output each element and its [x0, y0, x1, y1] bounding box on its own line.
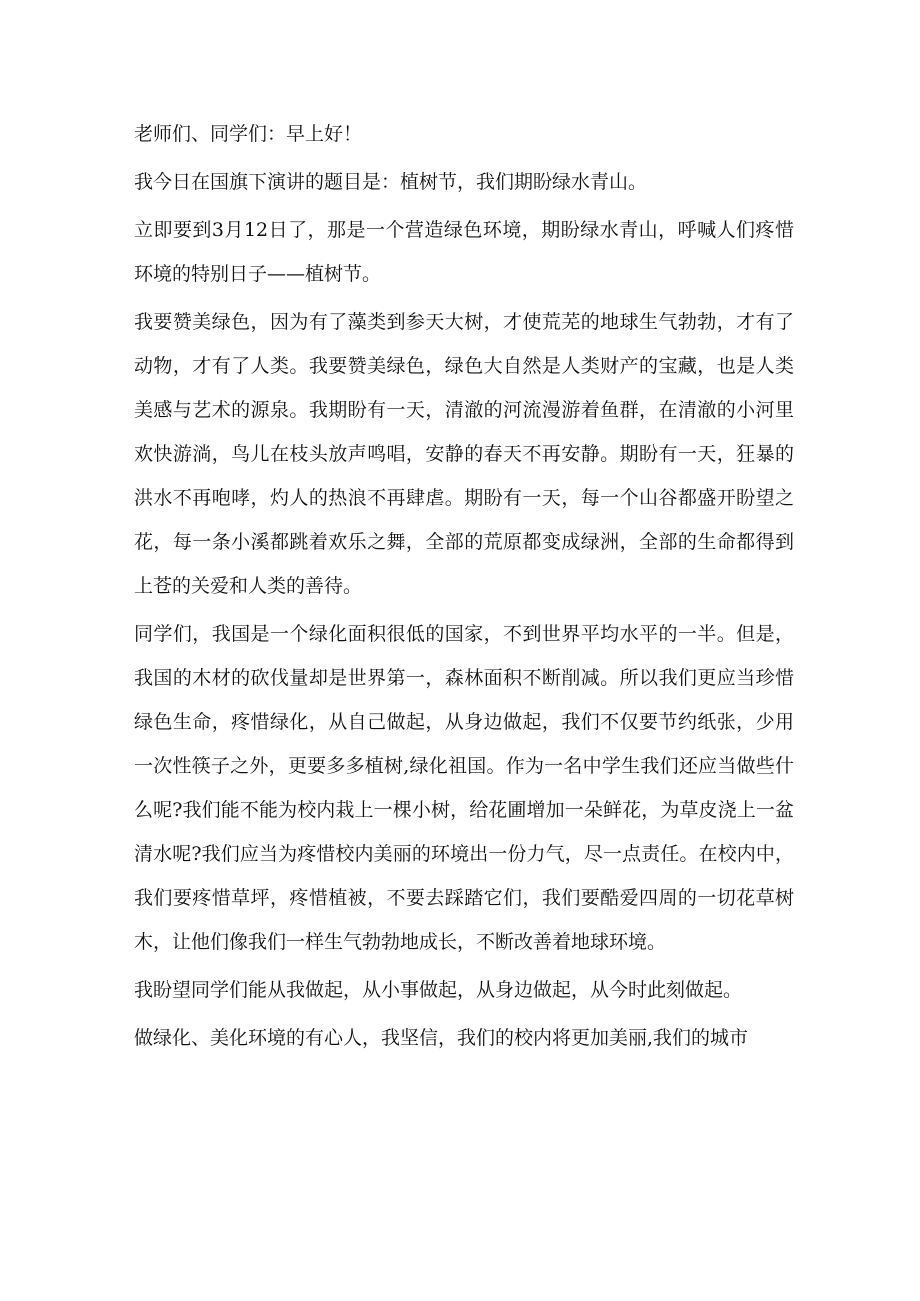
hope-paragraph: 我盼望同学们能从我做起，从小事做起，从身边做起，从今时此刻做起。 [134, 979, 743, 1001]
arbor-day-paragraph: 立即要到3月12日了，那是一个营造绿色环境，期盼绿水青山，呼喊人们疼惜环境的特别日子——植树节。 [134, 219, 794, 285]
speech-body [134, 112, 794, 1060]
greeting-paragraph: 老师们、同学们：早上好！ [134, 123, 363, 145]
classmates-paragraph: 同学们，我国是一个绿化面积很低的国家，不到世界平均水平的一半。但是，我国的木材的砍伐量却是世界第一，森林面积不断削减。所以我们更应当珍惜绿色生命，疼惜绿化，从自己做起，从身边做起，我们不仅要节约纸张，少用一次性筷子之外，更要多多植树,绿化祖国。作为一名中学生我们还应当做些什么呢?我们能不能为校内栽上一棵小树，给花圃增加一朵鲜花，为草皮浇上一盆清水呢?我们应当为疼惜校内美丽的环境出一份力气，尽一点责任。在校内中，我们要疼惜草坪，疼惜植被，不要去踩踏它们，我们要酷爱四周的一切花草树木，让他们像我们一样生气勃勃地成长，不断改善着地球环境。 [134, 623, 794, 953]
closing-paragraph: 做绿化、美化环境的有心人，我坚信，我们的校内将更加美丽,我们的城市 [134, 1027, 749, 1049]
topic-paragraph: 我今日在国旗下演讲的题目是：植树节，我们期盼绿水青山。 [134, 171, 648, 193]
praise-green-paragraph: 我要赞美绿色，因为有了藻类到参天大树，才使荒芜的地球生气勃勃，才有了动物，才有了人类。我要赞美绿色，绿色大自然是人类财产的宝藏，也是人类美感与艺术的源泉。我期盼有一天，清澈的河流漫游着鱼群，在清澈的小河里欢快游淌，鸟儿在枝头放声鸣唱，安静的春天不再安静。期盼有一天，狂暴的洪水不再咆哮，灼人的热浪不再肆虐。期盼有一天，每一个山谷都盛开盼望之花，每一条小溪都跳着欢乐之舞，全部的荒原都变成绿洲，全部的生命都得到上苍的关爱和人类的善待。 [134, 311, 794, 597]
